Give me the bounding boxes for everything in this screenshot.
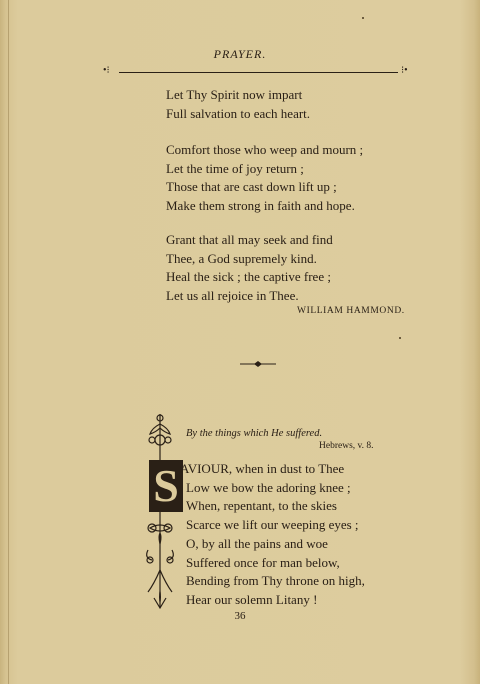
section-divider-ornament: [240, 360, 276, 368]
poem-line: Those that are cast down lift up ;: [166, 179, 337, 194]
poem-line: Heal the sick ; the captive free ;: [166, 269, 331, 284]
author-attribution: WILLIAM HAMMOND.: [297, 306, 405, 316]
poem-line: Full salvation to each heart.: [166, 105, 311, 121]
hymn-line: Suffered once for man below,: [186, 554, 340, 570]
poem-line: Make them strong in faith and hope.: [166, 197, 355, 213]
hymn-epigraph: By the things which He suffered.: [186, 428, 323, 439]
hymn-body: [186, 479, 365, 610]
running-head: PRAYER.: [213, 47, 267, 61]
hymn-first-line: AVIOUR, when in dust to Thee: [180, 461, 345, 476]
epigraph-reference: Hebrews, v. 8.: [319, 441, 374, 451]
poem-line: Thee, a God supremely kind.: [166, 250, 317, 266]
poem-line: Grant that all may seek and find: [166, 232, 333, 247]
hymn-line: When, repentant, to the skies: [186, 498, 337, 514]
page-number: 36: [234, 610, 246, 622]
header-rule: [119, 72, 398, 73]
floral-ornament-icon: [140, 410, 184, 615]
rule-ornament-right: ⁝•: [401, 65, 408, 76]
paper-speck: [399, 337, 401, 339]
rule-ornament-left: •⁝: [103, 65, 110, 76]
poem-line: Let us all rejoice in Thee.: [166, 287, 299, 303]
poem-line: Let Thy Spirit now impart: [166, 87, 303, 102]
hymn-line: Bending from Thy throne on high,: [186, 573, 365, 589]
drop-cap: S: [149, 460, 183, 512]
hymn-line: Hear our solemn Litany !: [186, 591, 318, 607]
stanza-2: [166, 141, 363, 215]
hymn-line: O, by all the pains and woe: [186, 535, 328, 551]
poem-line: Let the time of joy return ;: [166, 160, 304, 176]
hymn-line: Low we bow the adoring knee ;: [186, 479, 351, 495]
paper-speck: [362, 17, 364, 19]
stanza-1: [166, 86, 310, 123]
poem-line: Comfort those who weep and mourn ;: [166, 142, 364, 157]
stanza-3: [166, 231, 333, 305]
gutter-edge: [8, 0, 9, 684]
hymn-line: Scarce we lift our weeping eyes ;: [186, 517, 359, 533]
